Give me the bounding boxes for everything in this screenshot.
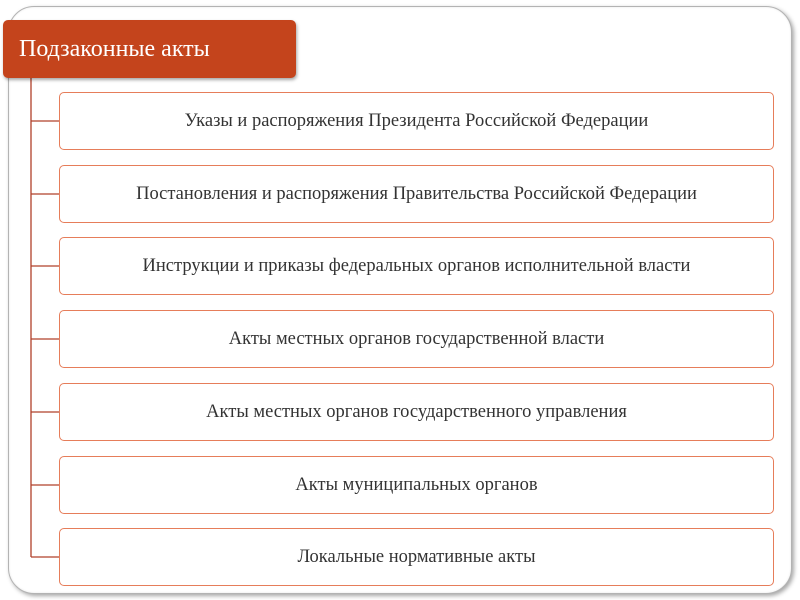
root-node: Подзаконные акты <box>3 20 296 78</box>
child-node-7: Локальные нормативные акты <box>59 528 774 586</box>
child-node-4: Акты местных органов государственной власти <box>59 310 774 368</box>
child-node-2: Постановления и распоряжения Правительства Российской Федерации <box>59 165 774 223</box>
child-node-6: Акты муниципальных органов <box>59 456 774 514</box>
child-node-5: Акты местных органов государственного управления <box>59 383 774 441</box>
child-node-3: Инструкции и приказы федеральных органов исполнительной власти <box>59 237 774 295</box>
child-node-1: Указы и распоряжения Президента Российской Федерации <box>59 92 774 150</box>
